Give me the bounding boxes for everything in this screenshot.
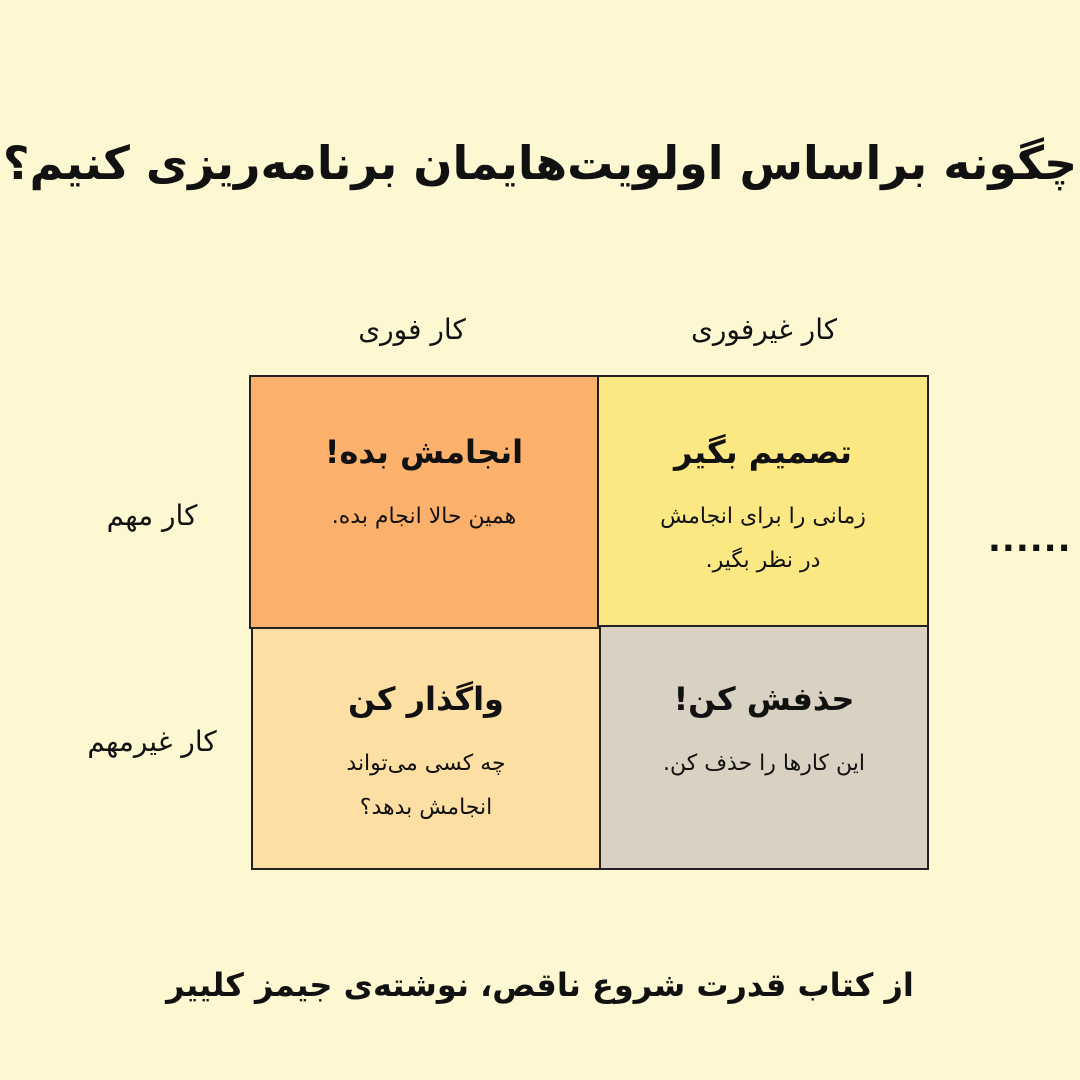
quadrant-delegate-title: واگذار کن bbox=[348, 680, 504, 718]
column-label-not-urgent: کار غیرفوری bbox=[690, 313, 838, 346]
quadrant-delete-title: حذفش کن! bbox=[673, 680, 855, 718]
ellipsis: ...... bbox=[988, 520, 1072, 560]
quadrant-delete bbox=[599, 625, 929, 870]
column-label-urgent: کار فوری bbox=[358, 313, 466, 346]
quadrant-decide-title: تصمیم بگیر bbox=[674, 433, 852, 471]
quadrant-do-title: انجامش بده! bbox=[324, 433, 524, 471]
quadrant-decide-text: زمانی را برای انجامش در نظر بگیر. bbox=[660, 504, 866, 573]
source-caption: از کتاب قدرت شروع ناقص، نوشته‌ی جیمز کلییر bbox=[166, 966, 914, 1004]
quadrant-do bbox=[249, 375, 599, 629]
row-label-important: کار مهم bbox=[106, 499, 198, 532]
quadrant-delete-text: این کارها را حذف کن. bbox=[663, 751, 865, 776]
page-title: چگونه براساس اولویت‌هایمان برنامه‌ریزی کنیم؟ bbox=[2, 136, 1078, 190]
quadrant-delegate-text: چه کسی می‌تواند انجامش بدهد؟ bbox=[346, 751, 506, 820]
quadrant-do-text: همین حالا انجام بده. bbox=[331, 504, 517, 529]
quadrant-delegate bbox=[251, 627, 601, 870]
row-label-not-important: کار غیرمهم bbox=[87, 725, 217, 758]
quadrant-decide bbox=[597, 375, 929, 629]
